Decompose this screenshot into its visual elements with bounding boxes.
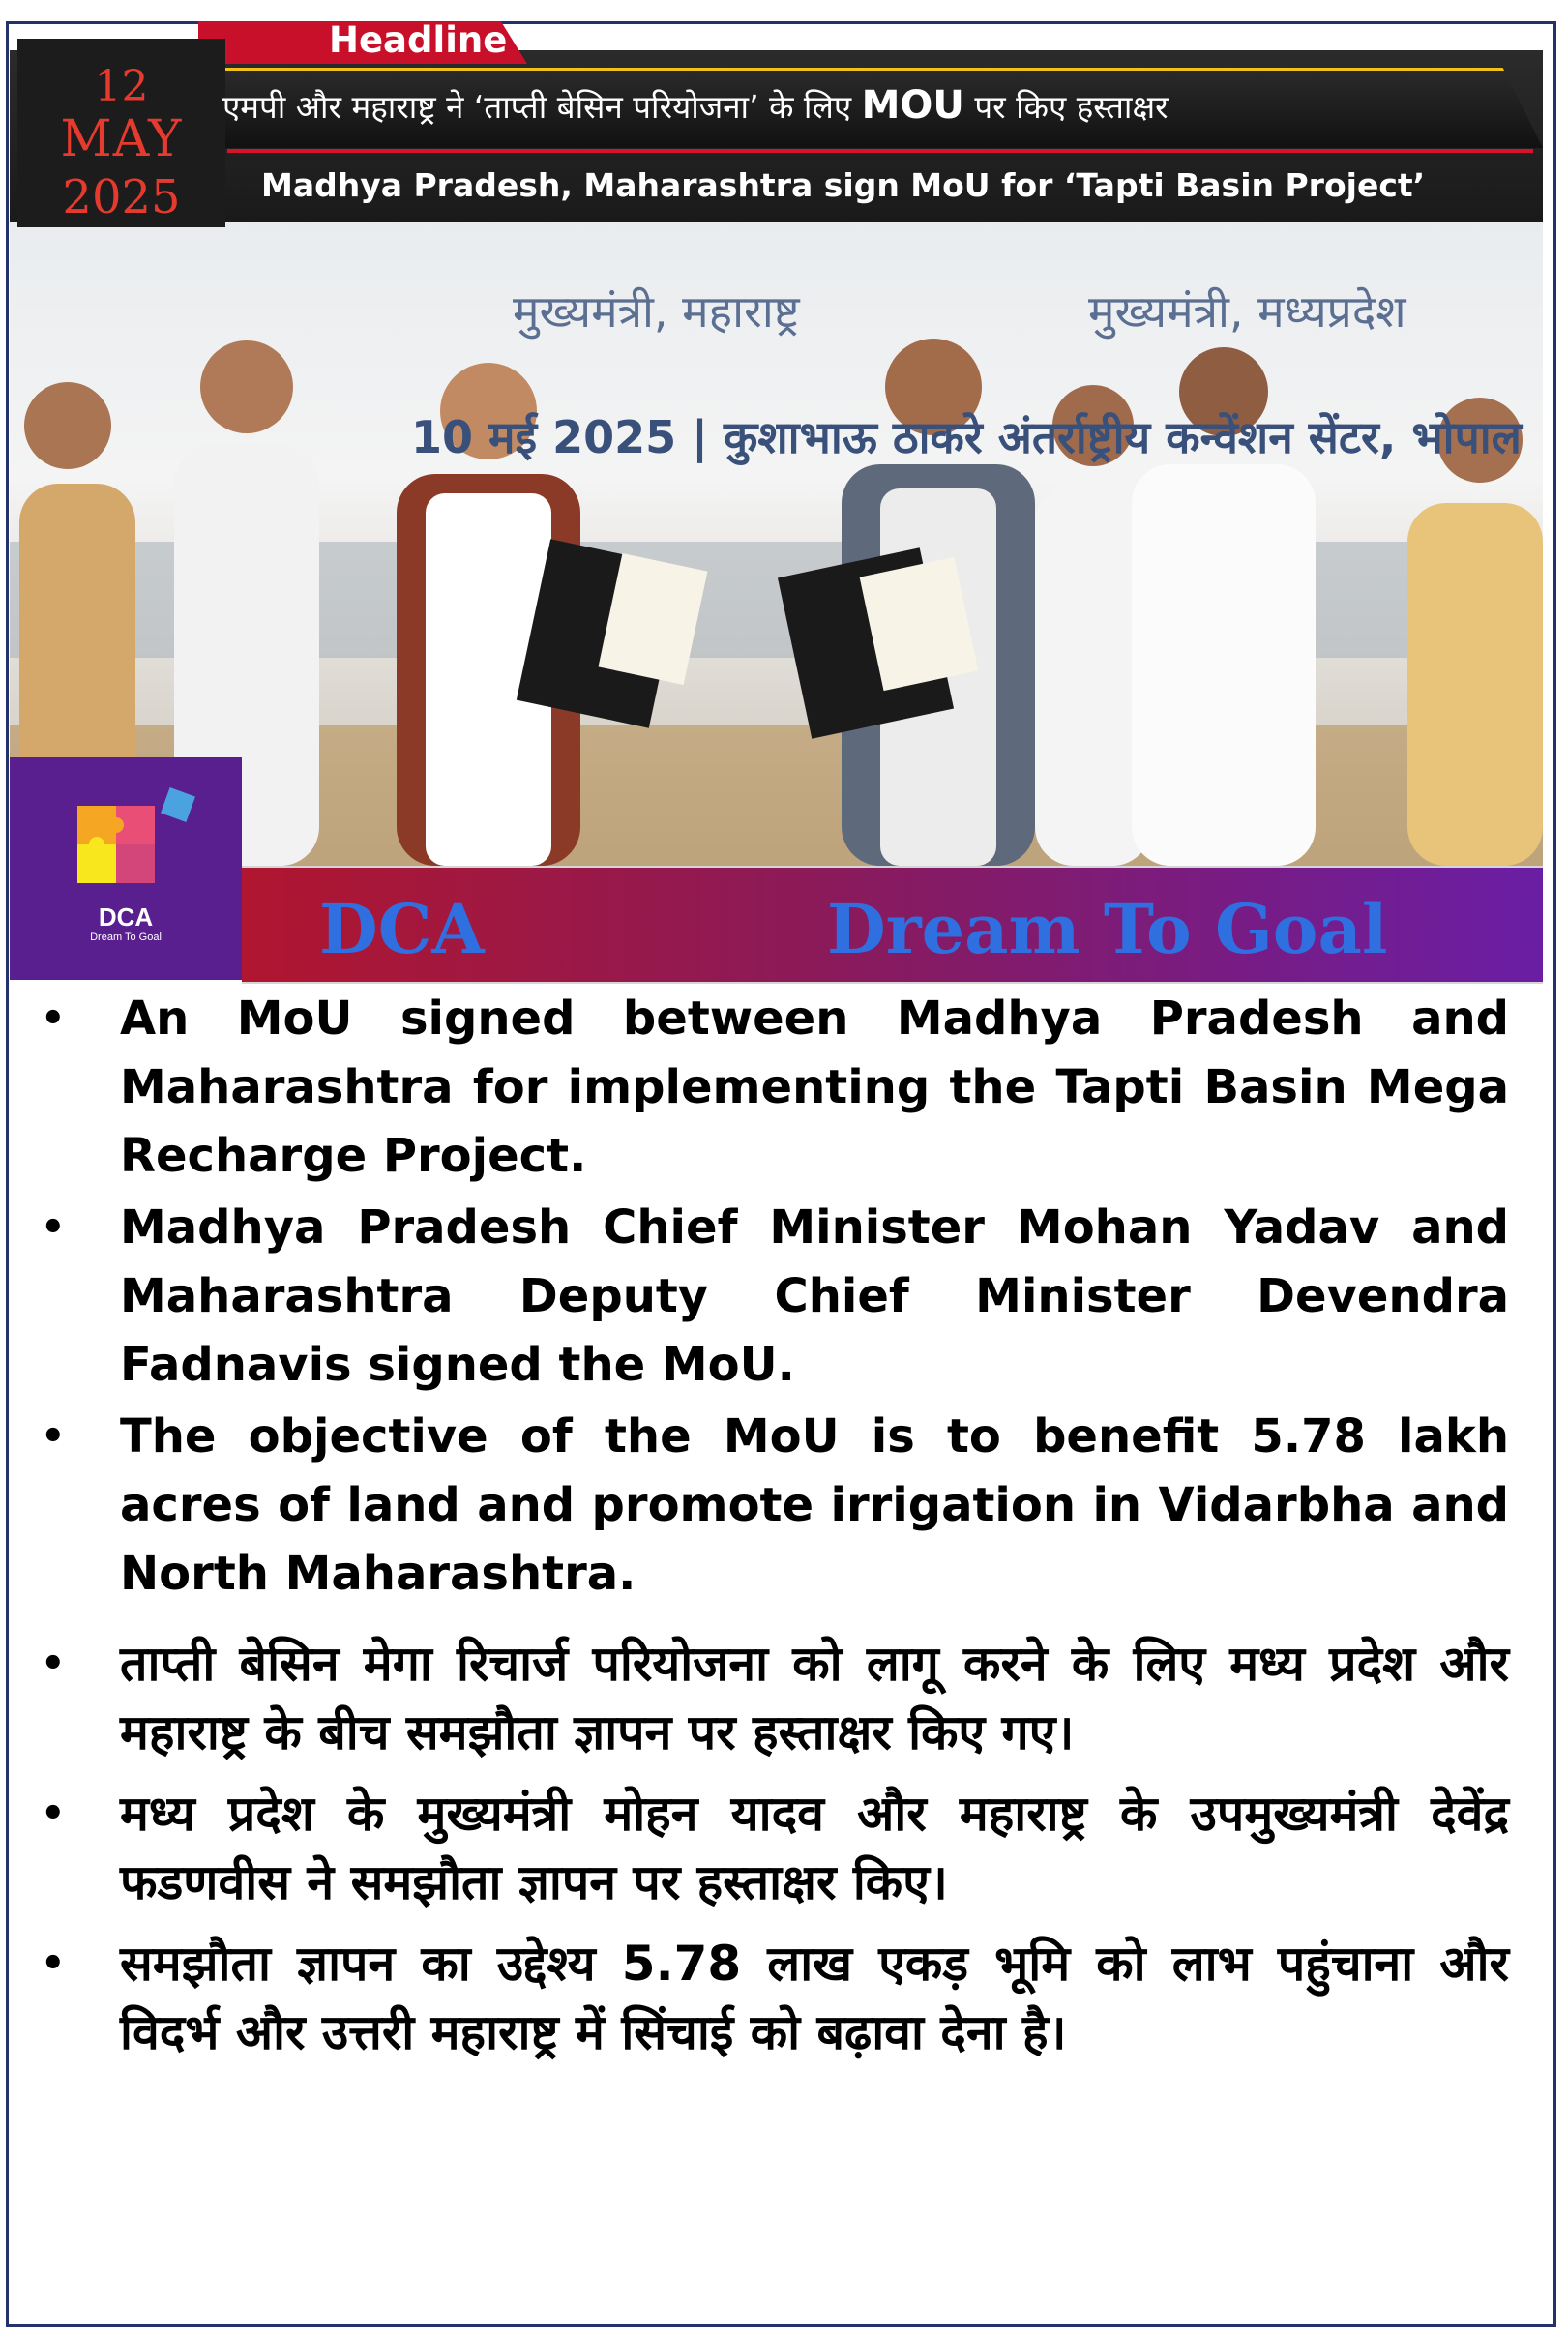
bullet-item <box>29 1194 1509 1400</box>
date-day: 12 <box>94 62 149 111</box>
bullet-text: The objective of the MoU is to benefit 5.78 lakh acres of land and promote irrigation in Vidarbha and North Maharashtra. <box>120 1409 1509 1601</box>
hindi-headline-mou: MOU <box>861 83 964 128</box>
backdrop-left-title: मुख्यमंत्री, महाराष्ट्र <box>513 285 800 338</box>
headline-divider <box>227 149 1533 153</box>
bullet-dot: • <box>41 1642 66 1686</box>
hindi-headline-pre: एमपी और महाराष्ट्र ने ‘ताप्ती बेसिन परियोजना’ के लिए <box>222 88 852 126</box>
bullet-dot: • <box>41 996 66 1041</box>
bullet-text: An MoU signed between Madhya Pradesh and Maharashtra for implementing the Tapti Basin Mega Recharge Project. <box>120 991 1509 1183</box>
bullet-item <box>29 1403 1509 1609</box>
hindi-headline <box>222 83 1169 128</box>
date-year: 2025 <box>62 170 181 224</box>
bullet-item <box>29 1780 1509 1917</box>
puzzle-icon <box>10 757 242 902</box>
bullet-text: ताप्ती बेसिन मेगा रिचार्ज परियोजना को लागू करने के लिए मध्य प्रदेश और महाराष्ट्र के बीच समझौता ज्ञापन पर हस्ताक्षर किए गए। <box>120 1636 1509 1760</box>
headline-label: Headline <box>329 19 508 61</box>
hindi-headline-post: पर किए हस्ताक्षर <box>974 88 1169 126</box>
bullet-dot: • <box>41 1941 66 1986</box>
bullet-item <box>29 1930 1509 2067</box>
english-bullets <box>29 985 1509 1612</box>
hindi-bullets <box>29 1630 1509 2080</box>
brand-band <box>242 866 1543 984</box>
bullet-text: Madhya Pradesh Chief Minister Mohan Yadav and Maharashtra Deputy Chief Minister Devendra Fadnavis signed the MoU. <box>120 1200 1509 1392</box>
backdrop-event-line: 10 मई 2025 | कुशाभाऊ ठाकरे अंतर्राष्ट्रीय कन्वेंशन सेंटर, भोपाल <box>411 411 1522 463</box>
bullet-dot: • <box>41 1414 66 1459</box>
date-month: MAY <box>60 110 183 168</box>
bullet-text: मध्य प्रदेश के मुख्यमंत्री मोहन यादव और महाराष्ट्र के उपमुख्यमंत्री देवेंद्र फडणवीस ने समझौता ज्ञापन पर हस्ताक्षर किए। <box>120 1786 1509 1910</box>
bullet-dot: • <box>41 1205 66 1250</box>
date-box <box>17 39 225 227</box>
dca-logo <box>10 757 242 980</box>
bullet-dot: • <box>41 1791 66 1836</box>
bullet-item <box>29 985 1509 1191</box>
bullet-text: समझौता ज्ञापन का उद्देश्य 5.78 लाख एकड़ भूमि को लाभ पहुंचाना और विदर्भ और उत्तरी महाराष्ट्र में सिंचाई को बढ़ावा देना है। <box>120 1936 1509 2060</box>
english-headline: Madhya Pradesh, Maharashtra sign MoU for ‘Tapti Basin Project’ <box>261 166 1426 204</box>
band-left-text: DCA <box>319 889 485 969</box>
logo-text: DCA <box>98 902 154 932</box>
backdrop-right-title: मुख्यमंत्री, मध्यप्रदेश <box>1088 285 1406 338</box>
bullet-item <box>29 1630 1509 1767</box>
logo-tagline: Dream To Goal <box>90 932 162 943</box>
band-right-text: Dream To Goal <box>827 889 1388 969</box>
